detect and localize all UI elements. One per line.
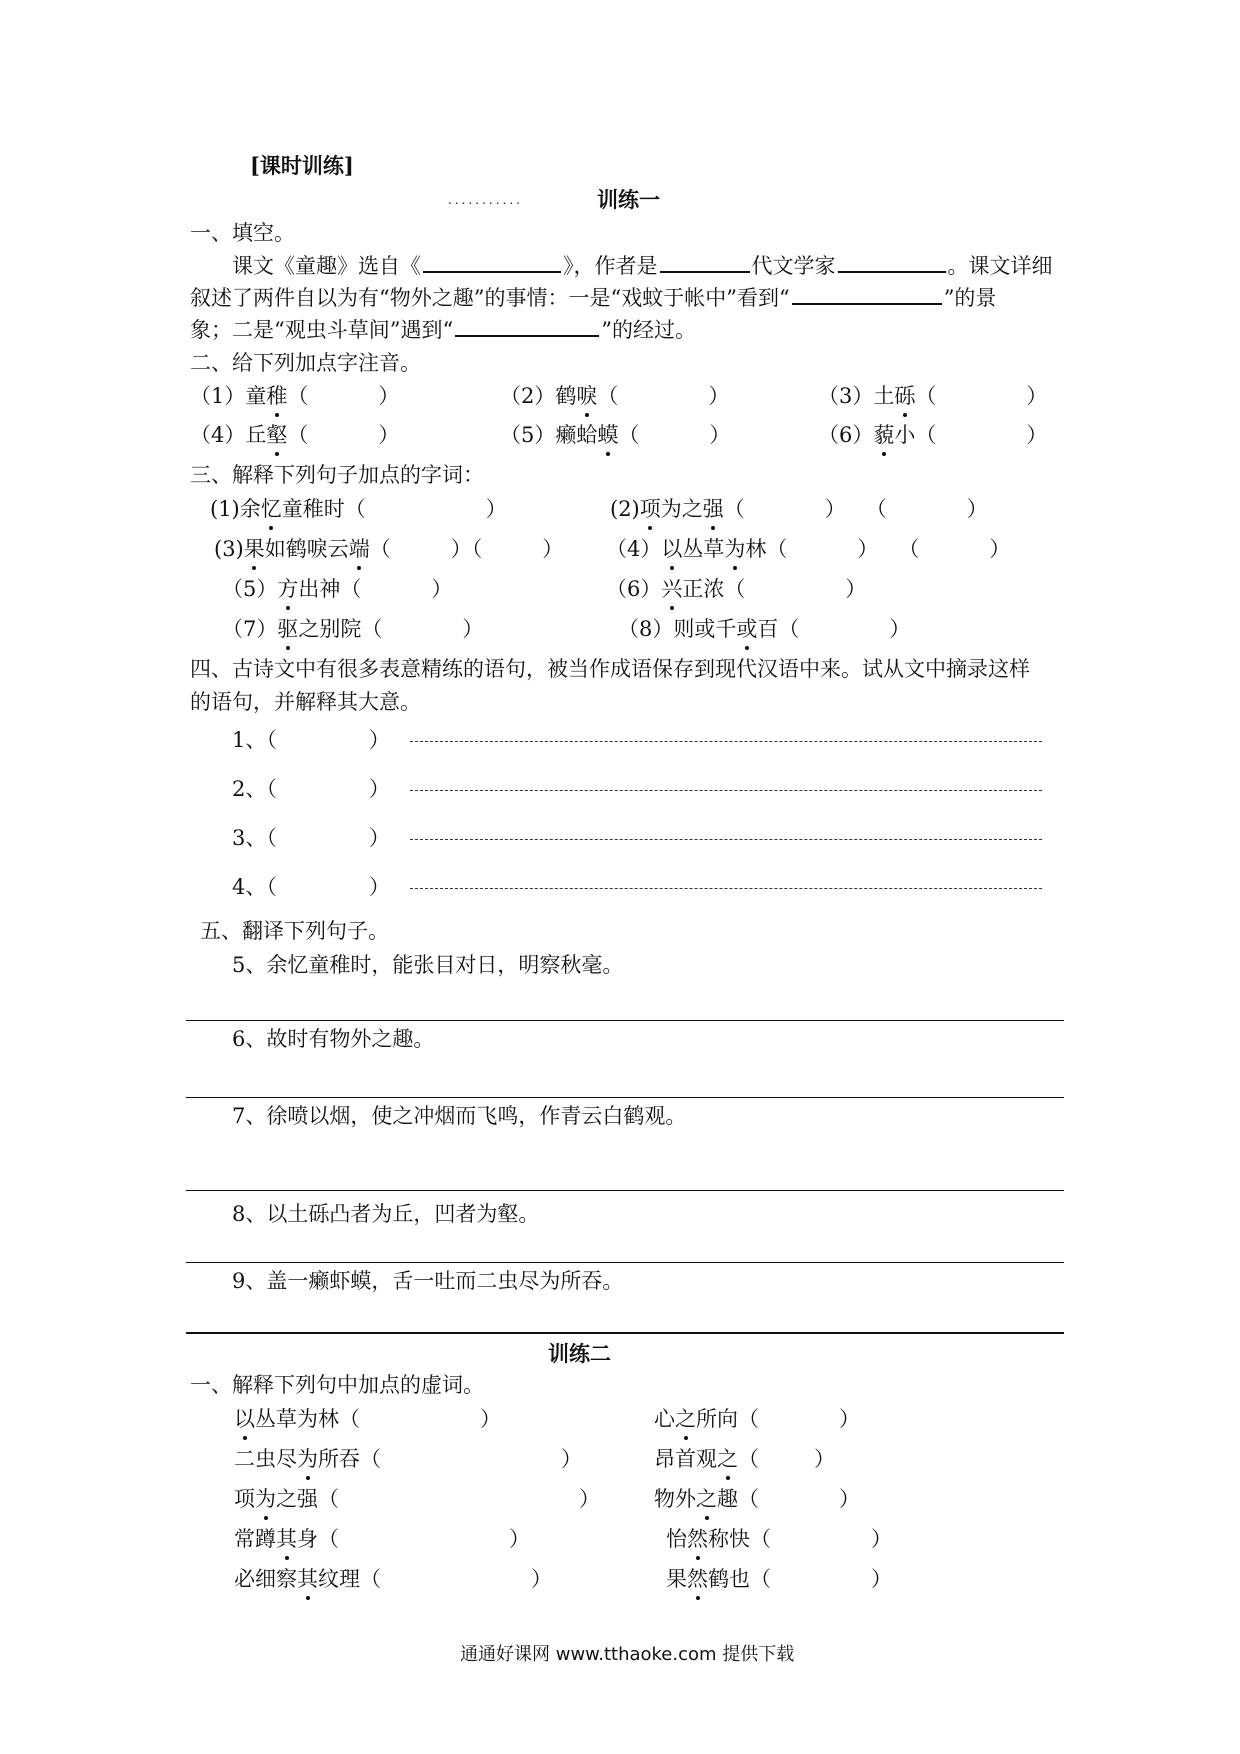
q4-row-4: 4、（ ） <box>232 875 390 899</box>
q1-line1: 课文《童趣》选自《 》，作者是 代文学家 。课文详细 <box>232 254 1053 278</box>
t2-right-item-1: 心之所向（ ） <box>654 1407 860 1431</box>
q2-item-1: （1）童稚（ ） <box>190 384 400 408</box>
answer-line-8[interactable] <box>186 1262 1064 1263</box>
answer-line-6[interactable] <box>186 1097 1064 1098</box>
q4-answer-line-1[interactable] <box>410 741 1042 742</box>
q3-item-2: (2)项为之强（ ） （ ） <box>610 497 988 521</box>
q3-item-6: （6）兴正浓（ ） <box>606 577 867 601</box>
t2-left-item-2: 二虫尽为所吞（ ） <box>234 1447 582 1471</box>
q4-answer-line-3[interactable] <box>410 839 1042 840</box>
q3-item-8: （8）则或千或百（ ） <box>618 617 911 641</box>
t2-right-item-4: 怡然称快（ ） <box>666 1527 892 1551</box>
q2-item-3: （3）土砾（ ） <box>818 384 1048 408</box>
q4-answer-line-4[interactable] <box>410 888 1042 889</box>
q5-sentence-8: 8、以土砾凸者为丘，凹者为壑。 <box>232 1202 540 1226</box>
q4-row-2: 2、（ ） <box>232 777 390 801</box>
q5-sentence-5: 5、余忆童稚时，能张目对日，明察秋毫。 <box>232 953 624 977</box>
t2-left-item-5: 必细察其纹理（ ） <box>234 1567 552 1591</box>
q3-heading: 三、解释下列句子加点的字词： <box>190 463 484 487</box>
answer-line-5[interactable] <box>186 1020 1064 1021</box>
q4-row-3: 3、（ ） <box>232 826 390 850</box>
footer-text: 通通好课网 www.tthaoke.com 提供下载 <box>460 1644 795 1665</box>
t2-right-item-5: 果然鹤也（ ） <box>666 1567 892 1591</box>
q1-line2: 叙述了两件自以为有“物外之趣”的事情：一是“戏蚊于帐中”看到“ ”的景 <box>190 286 997 310</box>
q1-line3: 象；二是“观虫斗草间”遇到“ ”的经过。 <box>190 318 696 342</box>
t2-right-item-2: 昂首观之（ ） <box>654 1447 835 1471</box>
blank-scene1[interactable] <box>792 285 942 305</box>
title-dots: ........... <box>448 193 523 207</box>
q4-heading-line2: 的语句，并解释其大意。 <box>190 690 421 714</box>
t2-right-item-3: 物外之趣（ ） <box>654 1487 860 1511</box>
t2-left-item-4: 常蹲其身（ ） <box>234 1527 530 1551</box>
training-one-title: 训练一 <box>597 187 660 212</box>
answer-line-9[interactable] <box>186 1332 1064 1334</box>
q5-sentence-6: 6、故时有物外之趣。 <box>232 1027 435 1051</box>
t2-left-item-1: 以丛草为林（ ） <box>234 1407 501 1431</box>
blank-scene2[interactable] <box>455 317 599 337</box>
q1-heading: 一、填空。 <box>190 221 295 245</box>
blank-dynasty[interactable] <box>660 253 750 273</box>
blank-author[interactable] <box>838 253 946 273</box>
q2-item-6: （6）藐小（ ） <box>818 423 1048 447</box>
q5-sentence-7: 7、徐喷以烟，使之冲烟而飞鸣，作青云白鹤观。 <box>232 1104 687 1128</box>
q3-item-1: (1)余忆童稚时（ ） <box>210 497 507 521</box>
t2-heading: 一、解释下列句中加点的虚词。 <box>190 1373 484 1397</box>
q4-answer-line-2[interactable] <box>410 790 1042 791</box>
q4-heading-line1: 四、古诗文中有很多表意精练的语句，被当作成语保存到现代汉语中来。试从文中摘录这样 <box>190 657 1030 681</box>
training-two-title: 训练二 <box>548 1341 611 1366</box>
q5-heading: 五、翻译下列句子。 <box>200 919 389 943</box>
q3-item-5: （5）方出神（ ） <box>222 577 453 601</box>
q2-item-4: （4）丘壑（ ） <box>190 423 400 447</box>
q2-heading: 二、给下列加点字注音。 <box>190 351 421 375</box>
q3-item-4: （4）以丛草为林（ ） （ ） <box>606 537 1011 561</box>
q4-row-1: 1、（ ） <box>232 728 390 752</box>
q3-item-7: （7）驱之别院（ ） <box>222 617 484 641</box>
q5-sentence-9: 9、盖一癞虾蟆，舌一吐而二虫尽为所吞。 <box>232 1269 624 1293</box>
section-title: [课时训练] <box>250 153 354 178</box>
q3-item-3: (3)果如鹤唳云端（ ）（ ） <box>214 537 564 561</box>
blank-book[interactable] <box>423 253 561 273</box>
q2-item-5: （5）癞蛤蟆（ ） <box>500 423 731 447</box>
q2-item-2: （2）鹤唳（ ） <box>500 384 730 408</box>
t2-left-item-3: 项为之强（ ） <box>234 1487 600 1511</box>
answer-line-7[interactable] <box>186 1190 1064 1191</box>
